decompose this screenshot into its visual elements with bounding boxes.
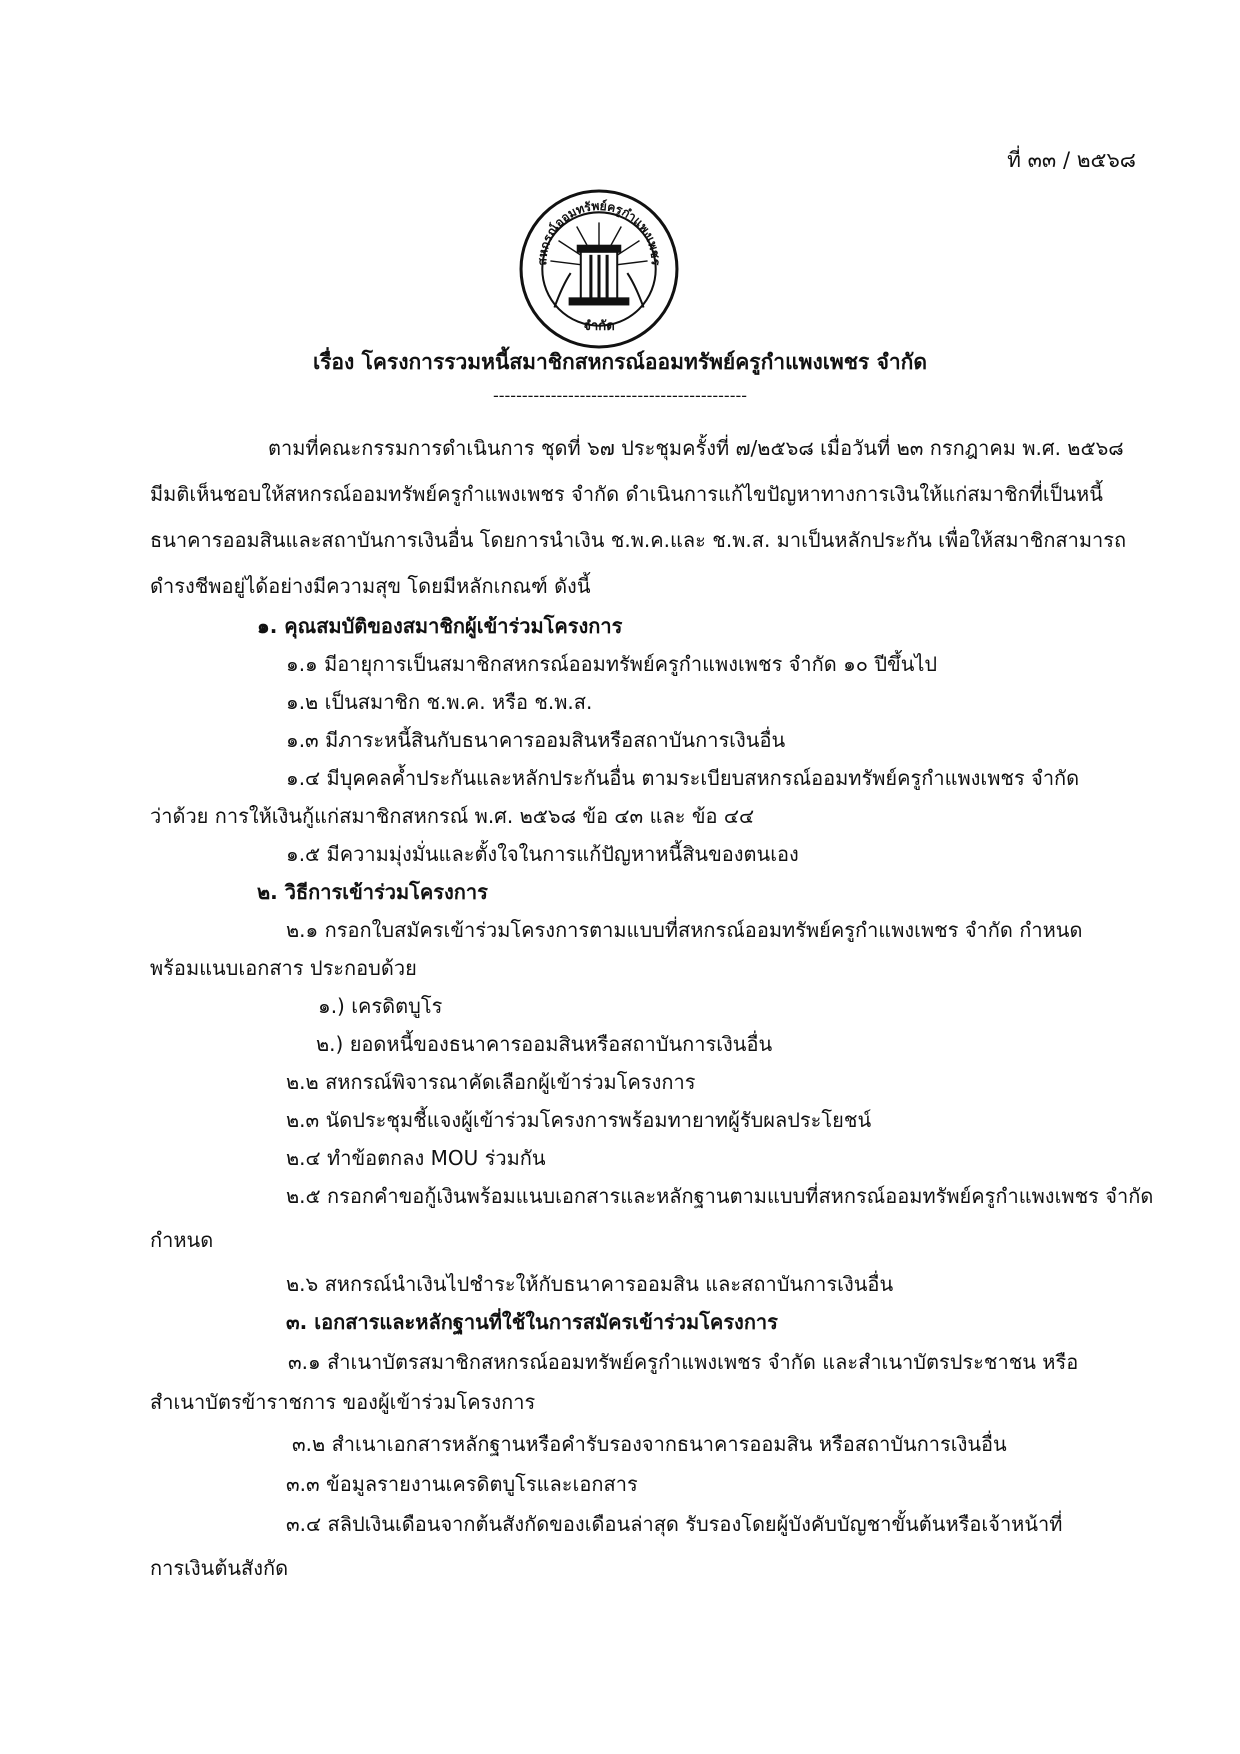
list-item: ๒.๕ กรอกคำขอกู้เงินพร้อมแนบเอกสารและหลักฐานตามแบบที่สหกรณ์ออมทรัพย์ครูกำแพงเพชร จำกัด <box>286 1184 1154 1208</box>
list-item: ๓.๒ สำเนาเอกสารหลักฐานหรือคำรับรองจากธนาคารออมสิน หรือสถาบันการเงินอื่น <box>292 1432 1007 1456</box>
cooperative-seal-logo <box>518 188 680 350</box>
sub-list-item: ๒.) ยอดหนี้ของธนาคารออมสินหรือสถาบันการเงินอื่น <box>316 1032 773 1056</box>
list-item-continued: ว่าด้วย การให้เงินกู้แก่สมาชิกสหกรณ์ พ.ศ. ๒๕๖๘ ข้อ ๔๓ และ ข้อ ๔๔ <box>150 804 755 828</box>
list-item: ๒.๑ กรอกใบสมัครเข้าร่วมโครงการตามแบบที่สหกรณ์ออมทรัพย์ครูกำแพงเพชร จำกัด กำหนด <box>286 918 1083 942</box>
list-item: ๒.๓ นัดประชุมชี้แจงผู้เข้าร่วมโครงการพร้อมทายาทผู้รับผลประโยชน์ <box>286 1108 872 1132</box>
section-heading: ๑. คุณสมบัติของสมาชิกผู้เข้าร่วมโครงการ <box>257 614 623 638</box>
list-item-continued: สำเนาบัตรข้าราชการ ของผู้เข้าร่วมโครงการ <box>150 1390 536 1414</box>
list-item: ๒.๖ สหกรณ์นำเงินไปชำระให้กับธนาคารออมสิน และสถาบันการเงินอื่น <box>286 1272 894 1296</box>
list-item: ๑.๔ มีบุคคลค้ำประกันและหลักประกันอื่น ตามระเบียบสหกรณ์ออมทรัพย์ครูกำแพงเพชร จำกัด <box>286 766 1080 790</box>
title-underline: -------------------------------------------- <box>492 386 748 405</box>
list-item: ๓.๔ สลิปเงินเดือนจากต้นสังกัดของเดือนล่าสุด รับรองโดยผู้บังคับบัญชาขั้นต้นหรือเจ้าหน้าที่ <box>286 1512 1063 1536</box>
list-item: ๓.๓ ข้อมูลรายงานเครดิตบูโรและเอกสาร <box>286 1472 638 1496</box>
svg-text:สหกรณ์ออมทรัพย์ครูกำแพงเพชร: สหกรณ์ออมทรัพย์ครูกำแพงเพชร <box>535 198 663 266</box>
list-item: ๑.๓ มีภาระหนี้สินกับธนาคารออมสินหรือสถาบันการเงินอื่น <box>286 728 786 752</box>
list-item: ๑.๑ มีอายุการเป็นสมาชิกสหกรณ์ออมทรัพย์ครูกำแพงเพชร จำกัด ๑๐ ปีขึ้นไป <box>286 652 938 676</box>
intro-line: ตามที่คณะกรรมการดำเนินการ ชุดที่ ๖๗ ประชุมครั้งที่ ๗/๒๕๖๘ เมื่อวันที่ ๒๓ กรกฎาคม พ.ศ. ๒๕๖๘ <box>268 436 1124 460</box>
svg-text:จำกัด: จำกัด <box>583 318 615 334</box>
sub-list-item: ๑.) เครดิตบูโร <box>318 994 443 1018</box>
section-heading: ๒. วิธีการเข้าร่วมโครงการ <box>257 880 488 904</box>
section-heading: ๓. เอกสารและหลักฐานที่ใช้ในการสมัครเข้าร่วมโครงการ <box>286 1310 778 1334</box>
list-item-continued: พร้อมแนบเอกสาร ประกอบด้วย <box>150 956 417 980</box>
list-item: ๒.๔ ทำข้อตกลง MOU ร่วมกัน <box>286 1146 546 1170</box>
intro-line: ดำรงชีพอยู่ได้อย่างมีความสุข โดยมีหลักเกณฑ์ ดังนี้ <box>150 574 591 598</box>
list-item: ๓.๑ สำเนาบัตรสมาชิกสหกรณ์ออมทรัพย์ครูกำแพงเพชร จำกัด และสำเนาบัตรประชาชน หรือ <box>288 1350 1079 1374</box>
reference-number: ที่ ๓๓ / ๒๕๖๘ <box>1007 148 1136 172</box>
list-item: ๑.๕ มีความมุ่งมั่นและตั้งใจในการแก้ปัญหาหนี้สินของตนเอง <box>286 842 799 866</box>
list-item: ๒.๒ สหกรณ์พิจารณาคัดเลือกผู้เข้าร่วมโครงการ <box>286 1070 696 1094</box>
document-title: เรื่อง โครงการรวมหนี้สมาชิกสหกรณ์ออมทรัพย์ครูกำแพงเพชร จำกัด <box>312 350 928 374</box>
list-item-continued: การเงินต้นสังกัด <box>150 1556 289 1580</box>
list-item-continued: กำหนด <box>150 1228 214 1252</box>
intro-line: มีมติเห็นชอบให้สหกรณ์ออมทรัพย์ครูกำแพงเพชร จำกัด ดำเนินการแก้ไขปัญหาทางการเงินให้แก่สมาชิกที่เป็นหนี้ <box>150 482 1103 506</box>
list-item: ๑.๒ เป็นสมาชิก ช.พ.ค. หรือ ช.พ.ส. <box>286 690 593 714</box>
intro-line: ธนาคารออมสินและสถาบันการเงินอื่น โดยการนำเงิน ช.พ.ค.และ ช.พ.ส. มาเป็นหลักประกัน เพื่อให้สมาชิกสามารถ <box>150 528 1127 552</box>
